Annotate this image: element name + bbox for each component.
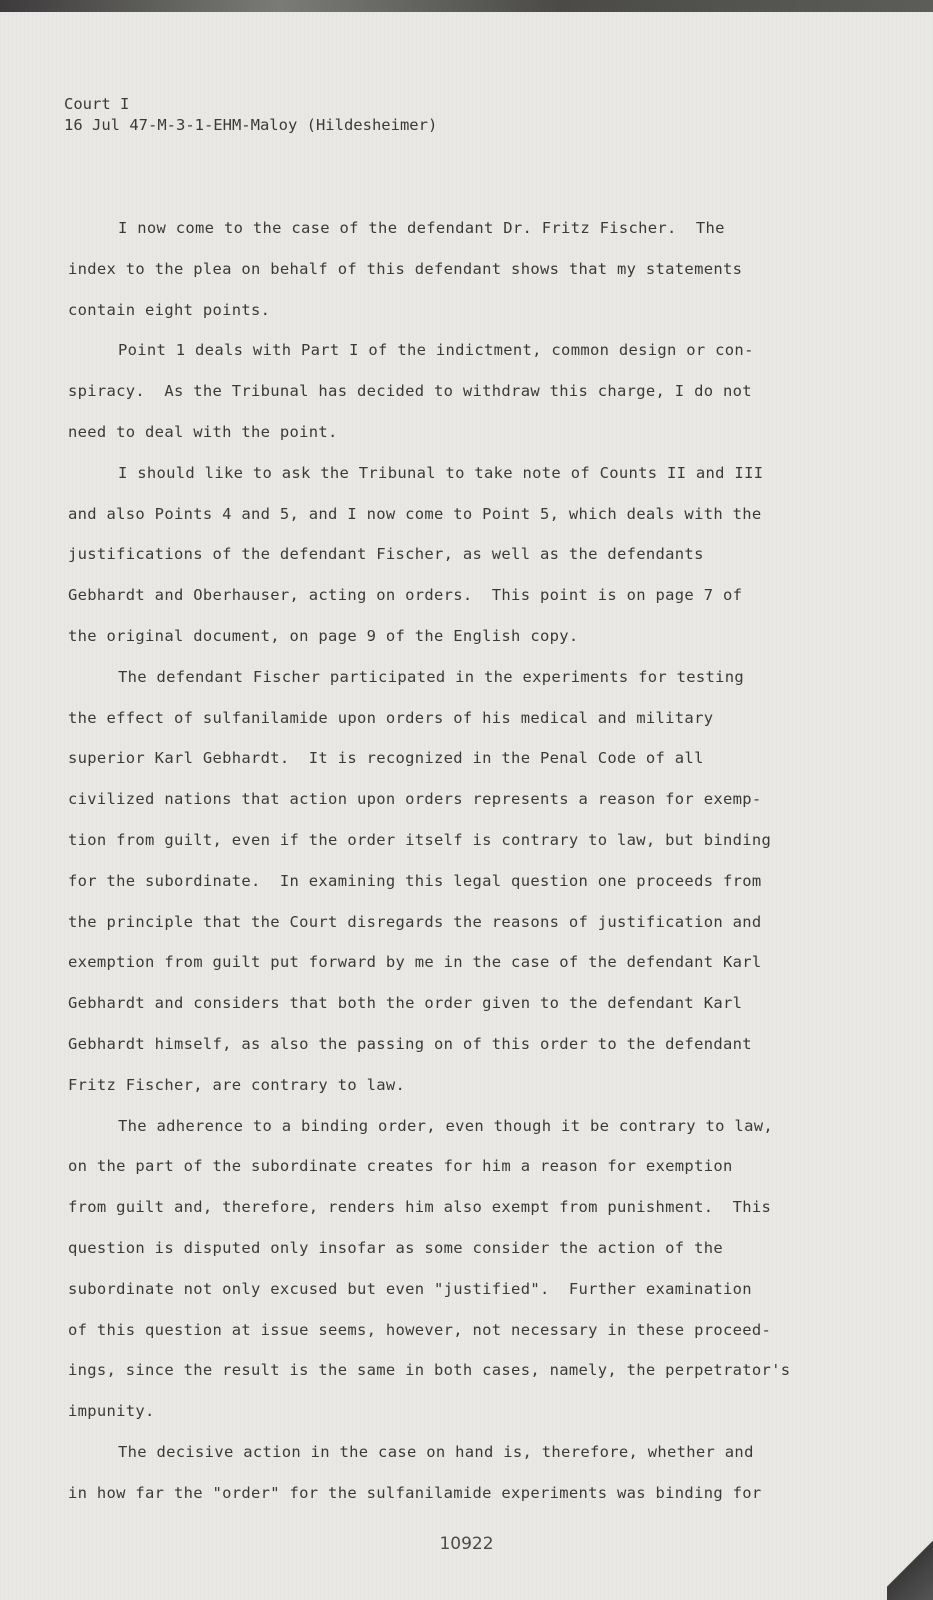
text-line: the original document, on page 9 of the English copy. <box>68 626 579 645</box>
text-line: impunity. <box>68 1402 155 1421</box>
header-court: Court I <box>64 95 130 113</box>
text-line: Fritz Fischer, are contrary to law. <box>68 1075 406 1094</box>
text-line: question is disputed only insofar as some consider the action of the <box>68 1238 723 1257</box>
text-line: on the part of the subordinate creates for him a reason for exemption <box>68 1157 733 1176</box>
document-page <box>0 12 933 1600</box>
paragraph <box>68 453 868 657</box>
text-line: Point 1 deals with Part I of the indictment, common design or con- <box>118 341 754 360</box>
page-number: 10922 <box>439 1534 494 1554</box>
text-line: Gebhardt and Oberhauser, acting on orders. This point is on page 7 of <box>68 586 743 605</box>
text-line: exemption from guilt put forward by me in the case of the defendant Karl <box>68 953 762 972</box>
paragraph <box>68 330 868 452</box>
text-line: The defendant Fischer participated in the experiments for testing <box>118 667 745 686</box>
text-line: subordinate not only excused but even "justified". Further examination <box>68 1279 752 1298</box>
text-line: and also Points 4 and 5, and I now come to Point 5, which deals with the <box>68 504 762 523</box>
text-line: the effect of sulfanilamide upon orders of his medical and military <box>68 708 714 727</box>
text-line: in how far the "order" for the sulfanilamide experiments was binding for <box>68 1483 762 1502</box>
document-header <box>64 94 437 136</box>
text-line: civilized nations that action upon orders represents a reason for exemp- <box>68 790 762 809</box>
text-line: index to the plea on behalf of this defendant shows that my statements <box>68 259 743 278</box>
header-reference: 16 Jul 47-M-3-1-EHM-Maloy (Hildesheimer) <box>64 116 438 134</box>
paragraph <box>68 1106 868 1432</box>
page-corner-shadow <box>887 1526 933 1600</box>
text-line: the principle that the Court disregards the reasons of justification and <box>68 912 762 931</box>
text-line: for the subordinate. In examining this legal question one proceeds from <box>68 871 762 890</box>
text-line: justifications of the defendant Fischer, as well as the defendants <box>68 545 704 564</box>
text-line: need to deal with the point. <box>68 422 338 441</box>
text-line: Gebhardt and considers that both the order given to the defendant Karl <box>68 994 743 1013</box>
text-line: The adherence to a binding order, even though it be contrary to law, <box>118 1116 773 1135</box>
text-line: Gebhardt himself, as also the passing on of this order to the defendant <box>68 1034 752 1053</box>
text-line: The decisive action in the case on hand is, therefore, whether and <box>118 1442 754 1461</box>
paragraph <box>68 657 868 1106</box>
text-line: from guilt and, therefore, renders him also exempt from punishment. This <box>68 1198 772 1217</box>
text-line: I should like to ask the Tribunal to take note of Counts II and III <box>118 463 764 482</box>
document-body <box>68 208 868 1514</box>
text-line: ings, since the result is the same in both cases, namely, the perpetrator's <box>68 1361 791 1380</box>
text-line: contain eight points. <box>68 300 271 319</box>
text-line: spiracy. As the Tribunal has decided to withdraw this charge, I do not <box>68 382 752 401</box>
text-line: tion from guilt, even if the order itself is contrary to law, but binding <box>68 830 772 849</box>
text-line: of this question at issue seems, however, not necessary in these proceed- <box>68 1320 772 1339</box>
paragraph <box>68 1432 868 1514</box>
text-line: superior Karl Gebhardt. It is recognized in the Penal Code of all <box>68 749 704 768</box>
text-line: I now come to the case of the defendant Dr. Fritz Fischer. The <box>118 219 725 237</box>
top-scan-edge <box>0 0 933 12</box>
paragraph <box>68 208 868 330</box>
